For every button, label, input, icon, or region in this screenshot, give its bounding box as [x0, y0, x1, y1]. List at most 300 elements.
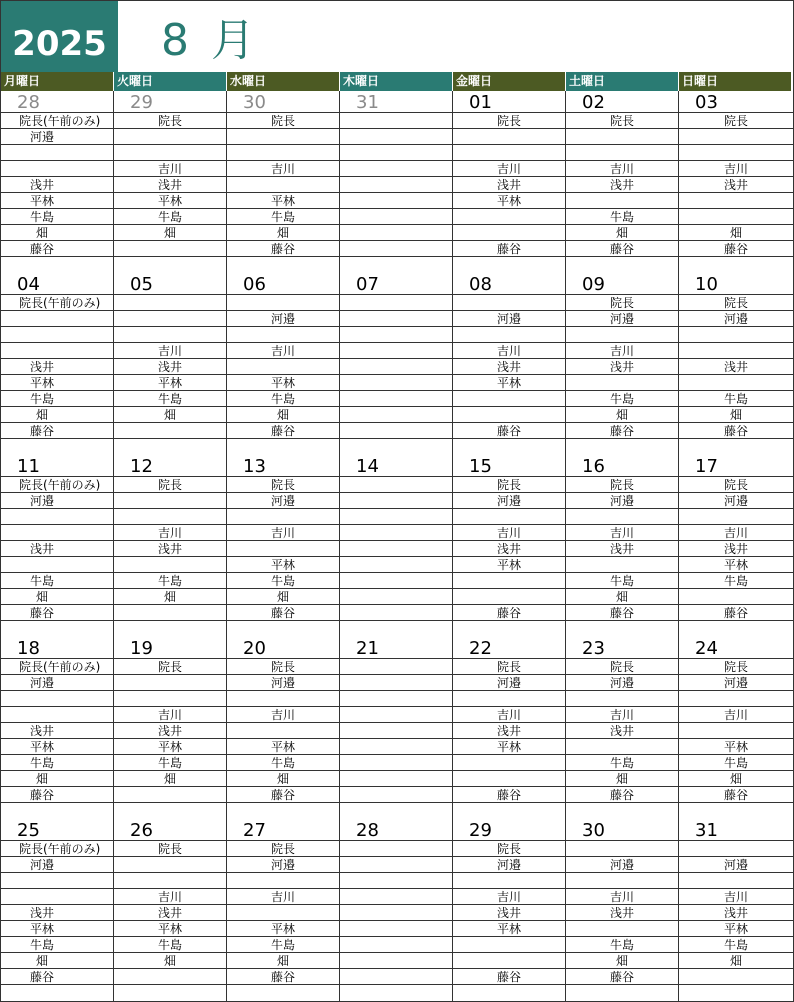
staff-slot — [227, 359, 339, 375]
staff-slot: 院長 — [679, 113, 793, 129]
staff-slot: 吉川 — [453, 525, 565, 541]
staff-slot — [453, 295, 565, 311]
staff-slot: 藤谷 — [1, 969, 113, 985]
day-number: 31 — [340, 91, 452, 113]
staff-slot: 院長 — [114, 477, 226, 493]
staff-slot: 河邉 — [227, 311, 339, 327]
staff-slot — [340, 841, 452, 857]
staff-slot: 河邉 — [1, 493, 113, 509]
staff-slot — [114, 327, 226, 343]
day-cell[interactable] — [1, 819, 114, 1001]
staff-slot: 河邉 — [227, 493, 339, 509]
staff-slot — [114, 803, 226, 819]
staff-slot — [340, 145, 452, 161]
staff-slot: 牛島 — [566, 937, 678, 953]
day-cell[interactable] — [1, 273, 114, 455]
staff-slot: 藤谷 — [227, 241, 339, 257]
staff-slot — [227, 621, 339, 637]
staff-slot: 河邉 — [453, 857, 565, 873]
staff-slot — [566, 129, 678, 145]
staff-slot: 院長 — [453, 477, 565, 493]
staff-slot: 吉川 — [566, 343, 678, 359]
staff-slot: 畑 — [566, 407, 678, 423]
staff-slot: 平林 — [114, 193, 226, 209]
staff-slot: 院長 — [227, 841, 339, 857]
staff-slot: 畑 — [227, 407, 339, 423]
day-cell[interactable] — [340, 455, 453, 637]
staff-slot: 院長 — [679, 477, 793, 493]
staff-slot: 吉川 — [566, 525, 678, 541]
staff-slot — [1, 145, 113, 161]
day-cell[interactable] — [679, 637, 793, 819]
staff-slot: 浅井 — [453, 723, 565, 739]
day-number: 04 — [1, 273, 113, 295]
day-cell[interactable] — [566, 819, 679, 1001]
staff-slot — [340, 905, 452, 921]
day-number: 18 — [1, 637, 113, 659]
staff-slot — [114, 857, 226, 873]
staff-slot — [679, 985, 793, 1001]
day-cell[interactable] — [114, 273, 227, 455]
staff-slot — [340, 477, 452, 493]
day-number: 24 — [679, 637, 793, 659]
staff-slot: 平林 — [679, 739, 793, 755]
day-number: 07 — [340, 273, 452, 295]
day-cell[interactable] — [340, 273, 453, 455]
staff-slot: 牛島 — [114, 391, 226, 407]
staff-slot — [566, 985, 678, 1001]
staff-slot: 藤谷 — [1, 605, 113, 621]
day-number: 08 — [453, 273, 565, 295]
staff-slot: 平林 — [1, 921, 113, 937]
staff-slot — [227, 129, 339, 145]
day-cell[interactable] — [566, 637, 679, 819]
staff-slot — [114, 557, 226, 573]
day-cell[interactable] — [340, 637, 453, 819]
staff-slot: 藤谷 — [1, 423, 113, 439]
day-cell[interactable] — [227, 91, 340, 273]
staff-slot — [340, 343, 452, 359]
staff-slot: 河邉 — [566, 311, 678, 327]
day-cell[interactable] — [453, 455, 566, 637]
staff-slot: 畑 — [679, 953, 793, 969]
staff-slot — [114, 691, 226, 707]
staff-slot: 畑 — [566, 225, 678, 241]
weekday-label: 金曜日 — [453, 72, 566, 91]
weekday-label: 月曜日 — [1, 72, 114, 91]
day-number: 27 — [227, 819, 339, 841]
day-number: 23 — [566, 637, 678, 659]
staff-slot — [340, 439, 452, 455]
staff-slot: 浅井 — [114, 723, 226, 739]
staff-slot: 吉川 — [114, 889, 226, 905]
day-cell[interactable] — [453, 637, 566, 819]
day-cell[interactable] — [566, 455, 679, 637]
staff-slot — [1, 803, 113, 819]
staff-slot — [340, 889, 452, 905]
staff-slot: 藤谷 — [1, 241, 113, 257]
staff-slot — [1, 621, 113, 637]
staff-slot — [227, 177, 339, 193]
staff-slot: 牛島 — [227, 937, 339, 953]
day-number: 20 — [227, 637, 339, 659]
staff-slot: 院長 — [227, 113, 339, 129]
day-cell[interactable] — [1, 455, 114, 637]
staff-slot: 吉川 — [453, 707, 565, 723]
staff-slot: 院長(午前のみ) — [1, 477, 113, 493]
staff-slot — [114, 605, 226, 621]
staff-slot — [227, 327, 339, 343]
staff-slot: 牛島 — [566, 573, 678, 589]
staff-slot: 吉川 — [566, 161, 678, 177]
staff-slot — [1, 311, 113, 327]
day-number: 26 — [114, 819, 226, 841]
staff-slot: 畑 — [114, 407, 226, 423]
staff-slot — [340, 573, 452, 589]
staff-slot — [566, 739, 678, 755]
staff-slot: 院長 — [227, 477, 339, 493]
staff-slot: 藤谷 — [453, 969, 565, 985]
staff-slot — [227, 541, 339, 557]
staff-slot: 牛島 — [679, 755, 793, 771]
day-cell[interactable] — [227, 819, 340, 1001]
staff-slot — [453, 589, 565, 605]
staff-slot: 院長 — [114, 841, 226, 857]
staff-slot: 平林 — [227, 557, 339, 573]
staff-slot — [340, 113, 452, 129]
staff-slot: 吉川 — [227, 343, 339, 359]
staff-slot: 牛島 — [679, 573, 793, 589]
staff-slot — [114, 311, 226, 327]
staff-slot: 藤谷 — [453, 787, 565, 803]
staff-slot: 藤谷 — [566, 423, 678, 439]
staff-slot: 牛島 — [566, 209, 678, 225]
staff-slot — [566, 841, 678, 857]
day-number: 29 — [453, 819, 565, 841]
week-row — [1, 273, 793, 455]
staff-slot — [566, 921, 678, 937]
staff-slot: 藤谷 — [453, 241, 565, 257]
staff-slot: 浅井 — [114, 359, 226, 375]
staff-slot — [340, 541, 452, 557]
staff-slot: 平林 — [227, 921, 339, 937]
staff-slot — [566, 257, 678, 273]
staff-slot — [453, 873, 565, 889]
day-number: 17 — [679, 455, 793, 477]
staff-slot — [453, 145, 565, 161]
month-title: 8 月 — [161, 15, 259, 66]
staff-slot: 藤谷 — [566, 241, 678, 257]
staff-slot: 藤谷 — [679, 787, 793, 803]
staff-slot — [114, 439, 226, 455]
staff-slot: 畑 — [227, 225, 339, 241]
staff-slot — [340, 407, 452, 423]
staff-slot: 浅井 — [114, 541, 226, 557]
day-cell[interactable] — [114, 91, 227, 273]
staff-slot: 畑 — [114, 225, 226, 241]
staff-slot: 平林 — [114, 739, 226, 755]
calendar-grid — [1, 91, 793, 1001]
day-cell[interactable] — [453, 273, 566, 455]
day-number: 13 — [227, 455, 339, 477]
staff-slot — [340, 359, 452, 375]
staff-slot: 院長 — [679, 659, 793, 675]
staff-slot — [340, 509, 452, 525]
day-cell[interactable] — [679, 455, 793, 637]
staff-slot: 院長 — [227, 659, 339, 675]
staff-slot: 浅井 — [453, 177, 565, 193]
weekday-label: 水曜日 — [227, 72, 340, 91]
staff-slot — [340, 953, 452, 969]
staff-slot: 河邉 — [453, 311, 565, 327]
day-cell[interactable] — [114, 637, 227, 819]
staff-slot — [566, 375, 678, 391]
staff-slot: 平林 — [227, 739, 339, 755]
staff-slot: 河邉 — [679, 311, 793, 327]
staff-slot — [340, 241, 452, 257]
staff-slot — [679, 193, 793, 209]
staff-slot: 平林 — [1, 193, 113, 209]
staff-slot — [566, 145, 678, 161]
staff-slot — [453, 803, 565, 819]
staff-slot — [566, 439, 678, 455]
day-number: 28 — [1, 91, 113, 113]
day-number: 06 — [227, 273, 339, 295]
staff-slot — [453, 953, 565, 969]
staff-slot: 浅井 — [566, 177, 678, 193]
staff-slot: 藤谷 — [679, 241, 793, 257]
staff-slot: 浅井 — [1, 541, 113, 557]
staff-slot — [114, 129, 226, 145]
day-cell[interactable] — [227, 455, 340, 637]
staff-slot — [114, 787, 226, 803]
day-cell[interactable] — [1, 91, 114, 273]
staff-slot: 吉川 — [566, 889, 678, 905]
staff-slot — [679, 375, 793, 391]
staff-slot: 畑 — [227, 589, 339, 605]
staff-slot: 河邉 — [227, 857, 339, 873]
staff-slot — [340, 209, 452, 225]
staff-slot — [453, 691, 565, 707]
staff-slot — [453, 327, 565, 343]
staff-slot: 河邉 — [566, 857, 678, 873]
day-cell[interactable] — [566, 273, 679, 455]
staff-slot: 平林 — [453, 193, 565, 209]
staff-slot — [1, 525, 113, 541]
weekday-label: 日曜日 — [679, 72, 792, 91]
staff-slot: 浅井 — [114, 177, 226, 193]
staff-slot: 畑 — [566, 953, 678, 969]
staff-slot: 牛島 — [114, 937, 226, 953]
staff-slot: 藤谷 — [679, 605, 793, 621]
staff-slot — [679, 621, 793, 637]
staff-slot: 院長 — [453, 659, 565, 675]
staff-slot: 牛島 — [1, 755, 113, 771]
staff-slot: 河邉 — [453, 493, 565, 509]
staff-slot: 院長 — [453, 113, 565, 129]
staff-slot: 牛島 — [1, 573, 113, 589]
staff-slot: 牛島 — [114, 573, 226, 589]
staff-slot — [566, 193, 678, 209]
day-cell[interactable] — [227, 273, 340, 455]
staff-slot — [453, 391, 565, 407]
staff-slot: 牛島 — [227, 391, 339, 407]
staff-slot: 吉川 — [679, 161, 793, 177]
staff-slot — [114, 423, 226, 439]
staff-slot: 平林 — [1, 739, 113, 755]
staff-slot: 畑 — [114, 771, 226, 787]
day-number: 14 — [340, 455, 452, 477]
staff-slot: 浅井 — [566, 541, 678, 557]
staff-slot — [566, 509, 678, 525]
day-cell[interactable] — [566, 91, 679, 273]
staff-slot — [679, 723, 793, 739]
staff-slot — [1, 873, 113, 889]
weekday-label: 木曜日 — [340, 72, 453, 91]
staff-slot: 吉川 — [114, 525, 226, 541]
staff-slot: 平林 — [453, 557, 565, 573]
staff-slot — [679, 873, 793, 889]
staff-slot — [340, 193, 452, 209]
day-number: 19 — [114, 637, 226, 659]
day-cell[interactable] — [114, 819, 227, 1001]
staff-slot — [453, 439, 565, 455]
staff-slot — [566, 557, 678, 573]
staff-slot: 畑 — [679, 225, 793, 241]
staff-slot: 畑 — [566, 589, 678, 605]
staff-slot: 浅井 — [453, 541, 565, 557]
staff-slot — [340, 423, 452, 439]
staff-slot: 院長 — [114, 113, 226, 129]
staff-slot — [114, 493, 226, 509]
staff-slot — [340, 225, 452, 241]
staff-slot — [340, 557, 452, 573]
staff-slot: 河邉 — [227, 675, 339, 691]
staff-slot — [340, 295, 452, 311]
staff-slot — [340, 755, 452, 771]
week-row — [1, 91, 793, 273]
staff-slot: 藤谷 — [227, 605, 339, 621]
staff-slot: 浅井 — [114, 905, 226, 921]
staff-slot: 藤谷 — [453, 605, 565, 621]
staff-slot: 畑 — [1, 771, 113, 787]
staff-slot — [114, 145, 226, 161]
staff-slot — [340, 873, 452, 889]
staff-slot — [1, 691, 113, 707]
day-cell[interactable] — [453, 91, 566, 273]
staff-slot — [453, 573, 565, 589]
staff-slot — [1, 161, 113, 177]
staff-slot: 河邉 — [679, 675, 793, 691]
staff-slot: 浅井 — [679, 177, 793, 193]
staff-slot — [1, 343, 113, 359]
staff-slot — [453, 621, 565, 637]
staff-slot: 浅井 — [566, 359, 678, 375]
staff-slot — [1, 557, 113, 573]
staff-slot — [1, 509, 113, 525]
day-cell[interactable] — [227, 637, 340, 819]
staff-slot: 藤谷 — [566, 969, 678, 985]
staff-slot — [340, 493, 452, 509]
staff-slot — [340, 605, 452, 621]
staff-slot: 吉川 — [453, 343, 565, 359]
staff-slot — [340, 375, 452, 391]
staff-slot: 吉川 — [227, 707, 339, 723]
staff-slot: 吉川 — [114, 343, 226, 359]
staff-slot — [453, 129, 565, 145]
day-number: 28 — [340, 819, 452, 841]
day-number: 29 — [114, 91, 226, 113]
staff-slot — [566, 691, 678, 707]
year-label: 2025 — [1, 1, 118, 72]
day-cell[interactable] — [340, 819, 453, 1001]
day-number: 30 — [566, 819, 678, 841]
staff-slot: 畑 — [114, 953, 226, 969]
staff-slot — [679, 803, 793, 819]
staff-slot: 藤谷 — [227, 969, 339, 985]
day-cell[interactable] — [679, 819, 793, 1001]
day-number: 12 — [114, 455, 226, 477]
staff-slot — [227, 723, 339, 739]
staff-slot — [227, 985, 339, 1001]
staff-slot: 浅井 — [566, 723, 678, 739]
staff-slot: 平林 — [453, 739, 565, 755]
day-cell[interactable] — [340, 91, 453, 273]
weekday-label: 火曜日 — [114, 72, 227, 91]
staff-slot — [453, 509, 565, 525]
staff-slot: 平林 — [1, 375, 113, 391]
staff-slot: 牛島 — [114, 755, 226, 771]
day-cell[interactable] — [453, 819, 566, 1001]
day-number: 03 — [679, 91, 793, 113]
day-cell[interactable] — [679, 273, 793, 455]
staff-slot: 院長 — [114, 659, 226, 675]
staff-slot — [227, 905, 339, 921]
staff-slot — [566, 873, 678, 889]
staff-slot — [1, 257, 113, 273]
staff-slot — [453, 937, 565, 953]
day-cell[interactable] — [679, 91, 793, 273]
day-number: 21 — [340, 637, 452, 659]
staff-slot — [227, 439, 339, 455]
day-number: 31 — [679, 819, 793, 841]
staff-slot — [340, 739, 452, 755]
staff-slot: 藤谷 — [679, 423, 793, 439]
staff-slot: 吉川 — [453, 889, 565, 905]
week-row — [1, 819, 793, 1001]
staff-slot — [453, 985, 565, 1001]
weekday-label: 土曜日 — [566, 72, 679, 91]
staff-slot: 院長(午前のみ) — [1, 659, 113, 675]
day-number: 16 — [566, 455, 678, 477]
day-cell[interactable] — [114, 455, 227, 637]
staff-slot: 牛島 — [1, 937, 113, 953]
staff-slot — [227, 145, 339, 161]
staff-slot — [453, 225, 565, 241]
staff-slot: 畑 — [566, 771, 678, 787]
staff-slot — [679, 509, 793, 525]
staff-slot: 吉川 — [227, 889, 339, 905]
day-number: 09 — [566, 273, 678, 295]
staff-slot: 河邉 — [566, 493, 678, 509]
staff-slot: 吉川 — [453, 161, 565, 177]
staff-slot: 牛島 — [566, 391, 678, 407]
staff-slot — [114, 509, 226, 525]
day-cell[interactable] — [1, 637, 114, 819]
staff-slot: 牛島 — [1, 209, 113, 225]
staff-slot — [114, 621, 226, 637]
staff-slot — [340, 691, 452, 707]
